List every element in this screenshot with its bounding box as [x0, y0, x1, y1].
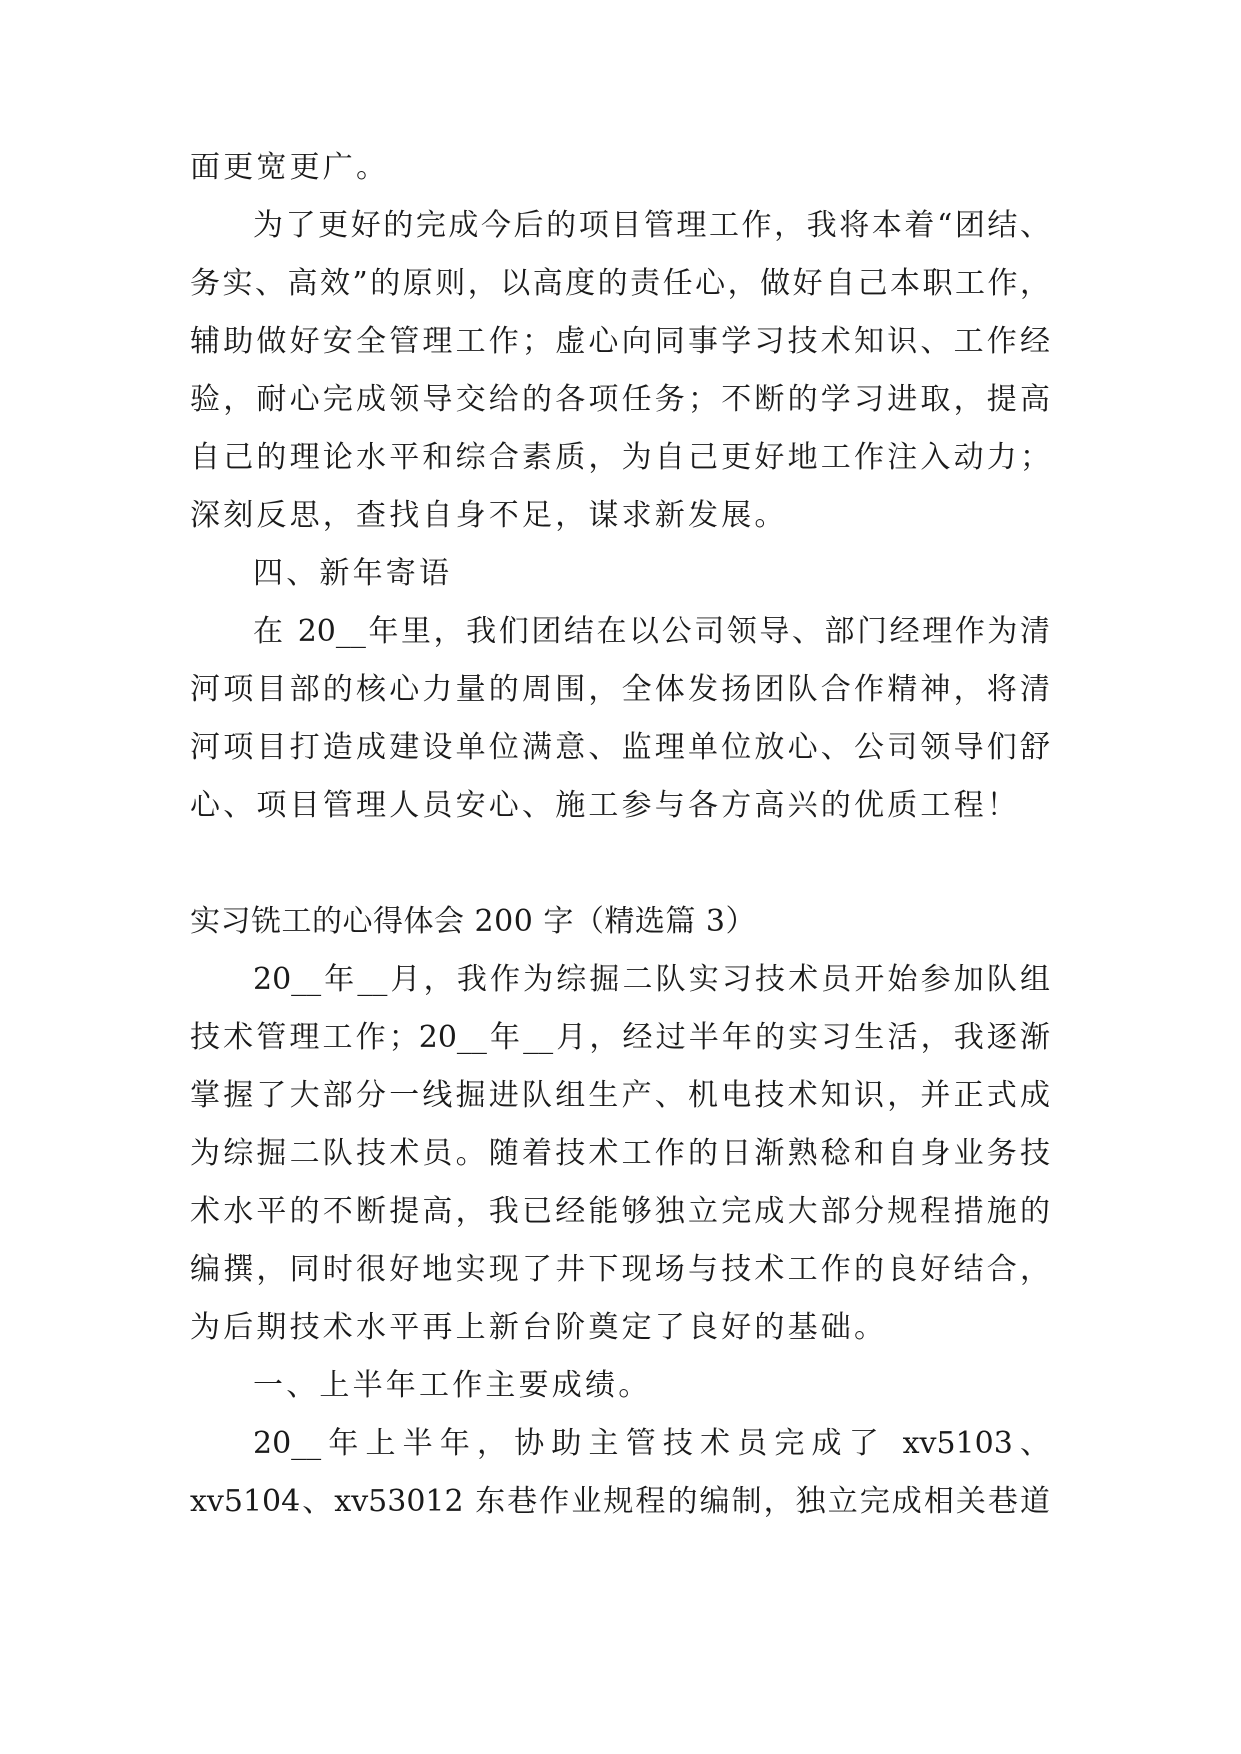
paragraph-line: 河项目部的核心力量的周围，全体发扬团队合作精神，将清 [190, 672, 1050, 707]
article-title: 实习铣工的心得体会 200 字（精选篇 3） [190, 904, 756, 939]
paragraph-line: 术水平的不断提高，我已经能够独立完成大部分规程措施的 [190, 1194, 1050, 1229]
paragraph-line: 20__年上半年，协助主管技术员完成了 xv5103、 [253, 1426, 1050, 1461]
paragraph-line: 自己的理论水平和综合素质，为自己更好地工作注入动力； [190, 440, 1050, 475]
paragraph-line: 为综掘二队技术员。随着技术工作的日渐熟稔和自身业务技 [190, 1136, 1050, 1171]
paragraph-line: 验，耐心完成领导交给的各项任务；不断的学习进取，提高 [190, 382, 1050, 417]
paragraph-line: 务实、高效”的原则，以高度的责任心，做好自己本职工作， [190, 266, 1050, 301]
paragraph-line: 在 20__年里，我们团结在以公司领导、部门经理作为清 [253, 614, 1050, 649]
paragraph-line: 20__年__月，我作为综掘二队实习技术员开始参加队组 [253, 962, 1050, 997]
paragraph-line: 掌握了大部分一线掘进队组生产、机电技术知识，并正式成 [190, 1078, 1050, 1113]
paragraph-line: 深刻反思，查找自身不足，谋求新发展。 [190, 498, 788, 533]
paragraph-line: 辅助做好安全管理工作；虚心向同事学习技术知识、工作经 [190, 324, 1050, 359]
section-heading: 一、上半年工作主要成绩。 [253, 1368, 652, 1403]
paragraph-line: 为了更好的完成今后的项目管理工作，我将本着“团结、 [253, 208, 1050, 243]
section-heading: 四、新年寄语 [253, 556, 453, 591]
paragraph-line: 河项目打造成建设单位满意、监理单位放心、公司领导们舒 [190, 730, 1050, 765]
paragraph-line: 为后期技术水平再上新台阶奠定了良好的基础。 [190, 1310, 888, 1345]
paragraph-line: 技术管理工作；20__年__月，经过半年的实习生活，我逐渐 [190, 1020, 1050, 1055]
paragraph-line: 面更宽更广。 [190, 150, 390, 185]
paragraph-line: xv5104、xv53012 东巷作业规程的编制，独立完成相关巷道 [190, 1484, 1050, 1519]
paragraph-line: 编撰，同时很好地实现了井下现场与技术工作的良好结合， [190, 1252, 1050, 1287]
paragraph-line: 心、项目管理人员安心、施工参与各方高兴的优质工程！ [190, 788, 1020, 823]
